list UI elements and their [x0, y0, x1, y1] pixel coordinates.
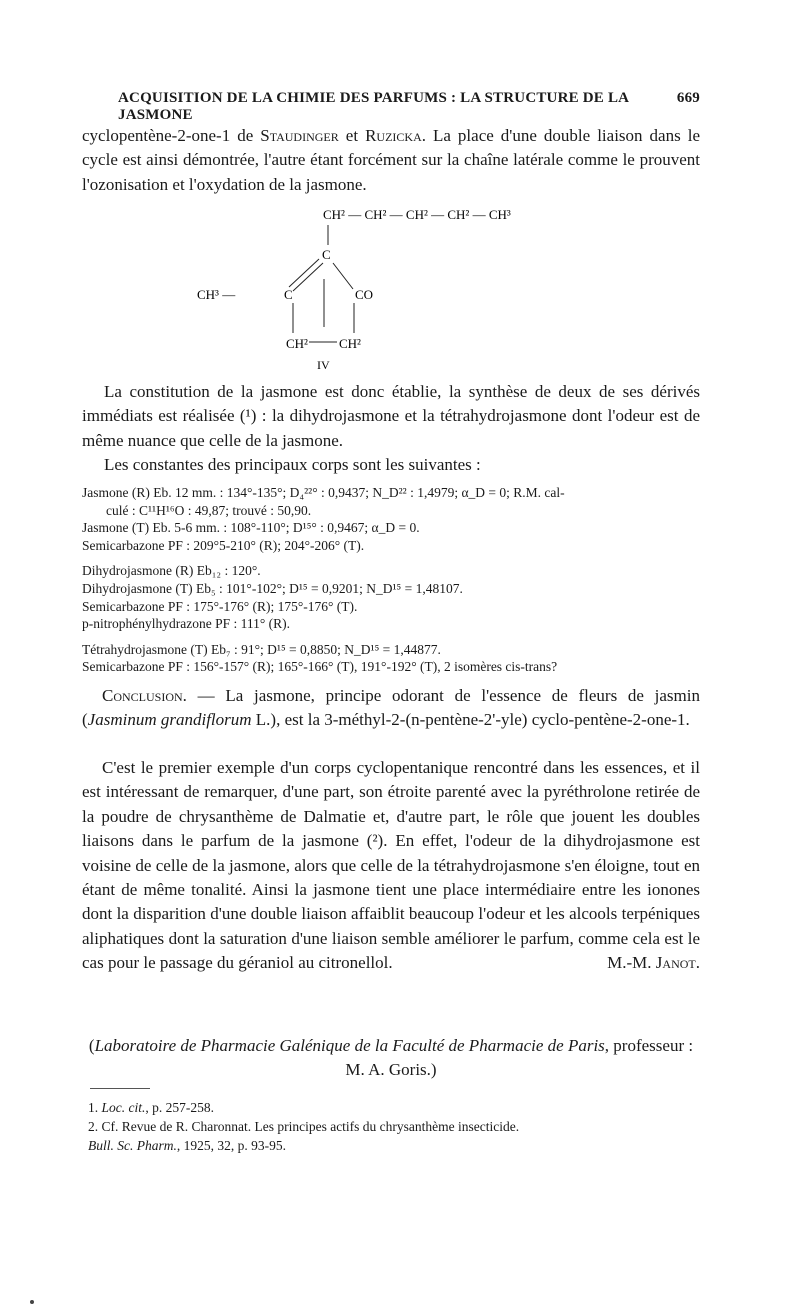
constant-line: Jasmone (T) Eb. 5-6 mm. : 108°-110°; D¹⁵° : 0,9467; α_D = 0. — [82, 520, 420, 536]
bond-double-left-2 — [289, 259, 319, 287]
structure-label: IV — [317, 358, 330, 372]
author-signature: M.-M. Janot. — [607, 953, 700, 973]
constants-list — [82, 484, 700, 676]
ring-ch2-right: CH² — [339, 336, 361, 351]
constitution-text: La constitution de la jasmone est donc établie, la synthèse de deux de ses dérivés immédiats est réalisée (¹) : la dihydrojasmone et la tétrahydrojasmone dont l'odeur est de même nuance que celle de la jasmone. — [82, 382, 700, 450]
conclusion-paragraph — [82, 684, 700, 733]
constant-line: Jasmone (R) Eb. 12 mm. : 134°-135°; D₄²²° : 0,9437; N_D²² : 1,4979; α_D = 0; R.M. cal- — [82, 485, 565, 500]
ring-ch2-left: CH² — [286, 336, 308, 351]
footnotes — [82, 1098, 700, 1155]
professor-name: professeur : M. A. Goris. — [345, 1036, 694, 1079]
laboratory-affiliation — [82, 1034, 700, 1082]
footnote-2: 2. Cf. Revue de R. Charonnat. Les principes actifs du chrysanthème insecticide. — [88, 1119, 520, 1134]
constant-line: Tétrahydrojasmone (T) Eb₇ : 91°; D¹⁵ = 0,8850; N_D¹⁵ = 1,44877. — [82, 641, 441, 657]
constant-line: Dihydrojasmone (T) Eb₅ : 101°-102°; D¹⁵ = 0,9201; N_D¹⁵ = 1,48107. — [82, 580, 463, 596]
scan-speck — [30, 1300, 34, 1304]
methyl-label: CH³ — — [197, 287, 236, 302]
constant-line: Semicarbazone PF : 156°-157° (R); 165°-166° (T), 191°-192° (T), 2 isomères cis-trans? — [82, 659, 558, 675]
footnote-2-continued: Bull. Sc. Pharm., 1925, 32, p. 93-95. — [88, 1138, 286, 1153]
discussion-paragraph — [82, 756, 700, 976]
conclusion-dash: — — [186, 686, 226, 705]
constant-line: Semicarbazone PF : 209°5-210° (R); 204°-206° (T). — [82, 537, 365, 553]
paragraph-constitution — [82, 380, 700, 453]
bond-double-left — [293, 263, 323, 291]
discussion-text: C'est le premier exemple d'un corps cyclopentanique rencontré dans les essences, et il est intéressant de remarquer, d'une part, son étroite parenté avec la pyréthrolone retirée de la poudre de chrysanthème de Dalmatie et, d'autre part, le rôle que jouent les doubles liaisons dans le parfum de la jasmone (²). En effet, l'odeur de la dihydrojasmone est voisine de celle de la jasmone, alors que celle de la tétrahydrojasmone s'en éloigne, tout en étant de même tonalité. Ainsi la jasmone tient une place intermédiaire entre les ionones dont la disparition d'une double liaison affaiblit beaucoup l'odeur et les alcools terpéniques aliphatiques dont la saturation d'une liaison semble améliorer le parfum, comme cela est le cas pour le passage du géraniol au citronellol. — [82, 758, 700, 973]
ring-c-left: C — [284, 287, 293, 302]
constant-line: culé : C¹¹H¹⁶O : 49,87; trouvé : 50,90. — [106, 502, 312, 518]
bond-right — [333, 263, 353, 289]
laboratory-name: Laboratoire de Pharmacie Galénique de la Faculté de Pharmacie de Paris — [94, 1036, 605, 1055]
side-chain-label: CH² — CH² — CH² — CH² — CH³ — [323, 207, 511, 222]
author-staudinger: Staudinger — [260, 126, 339, 145]
lab-close: ) — [430, 1060, 437, 1079]
lab-open: ( — [88, 1036, 95, 1055]
paragraph-constants-intro: Les constantes des principaux corps sont les suivantes : — [104, 455, 481, 474]
constant-line: p-nitrophénylhydrazone PF : 111° (R). — [82, 616, 290, 632]
constant-line: Dihydrojasmone (R) Eb₁₂ : 120°. — [82, 563, 261, 579]
header-title: ACQUISITION DE LA CHIMIE DES PARFUMS : LA STRUCTURE DE LA JASMONE — [118, 90, 629, 123]
carbonyl-label: CO — [355, 287, 374, 302]
author-ruzicka: Ruzicka — [365, 126, 422, 145]
conclusion-heading: Conclusion. — [102, 686, 187, 705]
conclusion-text: La jasmone, principe odorant de l'essence de fleurs de jasmin ( — [82, 686, 700, 730]
conclusion-text-end: L.), est la 3-méthyl-2-(n-pentène-2'-yle) cyclo-pentène-2-one-1. — [251, 710, 690, 730]
running-header — [118, 90, 700, 124]
footnote-1: 1. Loc. cit., p. 257-258. — [88, 1100, 214, 1115]
ring-c-top: C — [322, 247, 331, 262]
intro-and: et — [338, 126, 366, 145]
intro-text: cyclopentène-2-one-1 de — [82, 126, 261, 145]
footnote-rule — [90, 1088, 150, 1089]
intro-text-after: . La place d'une double liaison dans le cycle est ainsi démontrée, l'autre étant forcément sur la chaîne latérale comme le prouvent l'ozonisation et l'oxydation de la jasmone. — [82, 126, 700, 194]
intro-paragraph — [82, 124, 700, 197]
constant-line: Semicarbazone PF : 175°-176° (R); 175°-176° (T). — [82, 598, 358, 614]
lab-comma: , — [604, 1036, 614, 1055]
page-number: 669 — [676, 90, 700, 106]
jasmone-structure-diagram — [197, 205, 575, 375]
latin-name: Jasminum grandiflorum — [87, 710, 252, 730]
